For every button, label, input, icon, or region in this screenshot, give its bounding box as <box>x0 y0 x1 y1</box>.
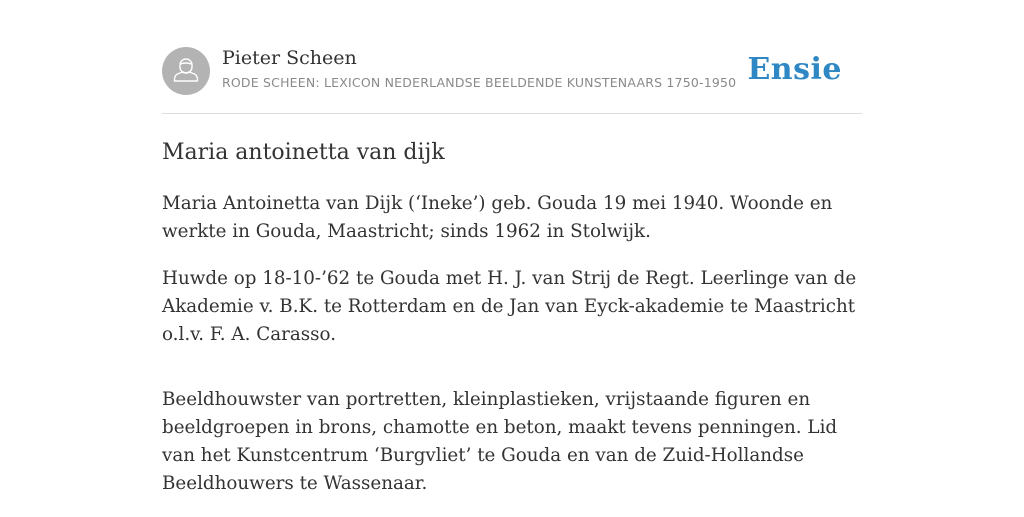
paragraph-1: Maria Antoinetta van Dijk (‘Ineke’) geb. Gouda 19 mei 1940. Woonde en werkte in Gouda, Maastricht; sinds 1962 in Stolwijk. <box>162 193 833 242</box>
article-body <box>162 190 862 517</box>
article-card <box>162 0 862 512</box>
paragraph-2: Huwde op 18-10-’62 te Gouda met H. J. van Strij de Regt. Leerlinge van de Akademie v. B.K. te Rotterdam en de Jan van Eyck-akademie te Maastricht o.l.v. F. A. Carasso. <box>162 268 857 345</box>
header-divider <box>162 113 862 114</box>
page-title: Maria antoinetta van dijk <box>162 140 445 165</box>
article-header <box>162 47 862 95</box>
source-title[interactable]: RODE SCHEEN: LEXICON NEDERLANDSE BEELDENDE KUNSTENAARS 1750-1950 <box>222 75 737 90</box>
ensie-logo[interactable]: Ensie <box>747 52 842 87</box>
paragraph-3: Beeldhouwster van portretten, kleinplastieken, vrijstaande figuren en beeldgroepen in brons, chamotte en beton, maakt tevens penningen. Lid van het Kunstcentrum ‘Burgvliet’ te Gouda en van de Zuid-Hollandse Beeldhouwers te Wassenaar. <box>162 389 838 494</box>
author-name[interactable]: Pieter Scheen <box>222 47 357 69</box>
author-avatar[interactable] <box>162 47 210 95</box>
user-silhouette-icon <box>162 47 210 95</box>
